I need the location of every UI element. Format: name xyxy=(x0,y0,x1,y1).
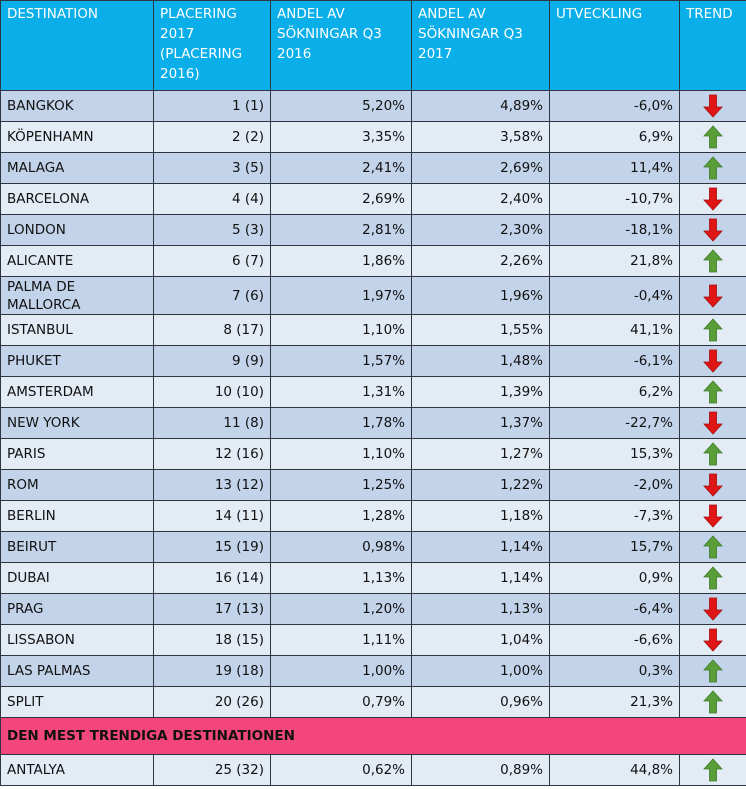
table-row xyxy=(1,246,746,277)
rank-cell: 25 (32) xyxy=(154,755,271,786)
change-cell: -6,4% xyxy=(550,594,680,625)
trend-cell xyxy=(680,656,746,687)
rank-cell: 17 (13) xyxy=(154,594,271,625)
trend-cell xyxy=(680,377,746,408)
rank-cell: 9 (9) xyxy=(154,346,271,377)
banner-row xyxy=(1,718,746,755)
share-2017-cell: 1,18% xyxy=(412,501,550,532)
change-cell: -2,0% xyxy=(550,470,680,501)
arrow-down-icon xyxy=(703,94,723,118)
share-2017-cell: 1,27% xyxy=(412,439,550,470)
rank-cell: 3 (5) xyxy=(154,153,271,184)
change-cell: -22,7% xyxy=(550,408,680,439)
share-2017-cell: 1,48% xyxy=(412,346,550,377)
share-2016-cell: 1,10% xyxy=(271,315,412,346)
destination-cell: ANTALYA xyxy=(1,755,154,786)
share-2017-cell: 3,58% xyxy=(412,122,550,153)
destination-cell: PHUKET xyxy=(1,346,154,377)
destination-cell: MALAGA xyxy=(1,153,154,184)
destination-cell: DUBAI xyxy=(1,563,154,594)
table-row xyxy=(1,215,746,246)
table-row xyxy=(1,594,746,625)
share-2016-cell: 1,78% xyxy=(271,408,412,439)
trend-cell xyxy=(680,755,746,786)
table-row xyxy=(1,277,746,315)
trend-cell xyxy=(680,563,746,594)
table-row xyxy=(1,501,746,532)
trend-cell xyxy=(680,122,746,153)
trend-cell xyxy=(680,246,746,277)
header-trend: TREND xyxy=(680,1,746,91)
table-row xyxy=(1,656,746,687)
destination-cell: ROM xyxy=(1,470,154,501)
arrow-up-icon xyxy=(703,758,723,782)
destination-cell: AMSTERDAM xyxy=(1,377,154,408)
change-cell: 15,3% xyxy=(550,439,680,470)
trend-cell xyxy=(680,625,746,656)
share-2016-cell: 1,25% xyxy=(271,470,412,501)
trend-cell xyxy=(680,277,746,315)
arrow-up-icon xyxy=(703,690,723,714)
share-2017-cell: 2,26% xyxy=(412,246,550,277)
header-share-2017: ANDEL AV SÖKNINGAR Q3 2017 xyxy=(412,1,550,91)
table-row xyxy=(1,346,746,377)
trend-cell xyxy=(680,346,746,377)
share-2017-cell: 0,96% xyxy=(412,687,550,718)
destination-cell: PALMA DE MALLORCA xyxy=(1,277,154,315)
arrow-down-icon xyxy=(703,504,723,528)
change-cell: 11,4% xyxy=(550,153,680,184)
rank-cell: 4 (4) xyxy=(154,184,271,215)
arrow-down-icon xyxy=(703,187,723,211)
change-cell: -6,6% xyxy=(550,625,680,656)
table-row xyxy=(1,470,746,501)
share-2016-cell: 0,62% xyxy=(271,755,412,786)
trend-cell xyxy=(680,91,746,122)
arrow-up-icon xyxy=(703,249,723,273)
change-cell: 6,9% xyxy=(550,122,680,153)
destination-cell: ISTANBUL xyxy=(1,315,154,346)
change-cell: 0,3% xyxy=(550,656,680,687)
share-2016-cell: 1,11% xyxy=(271,625,412,656)
share-2017-cell: 0,89% xyxy=(412,755,550,786)
trend-cell xyxy=(680,153,746,184)
header-rank: PLACERING 2017 (PLACERING 2016) xyxy=(154,1,271,91)
arrow-down-icon xyxy=(703,411,723,435)
destination-cell: NEW YORK xyxy=(1,408,154,439)
arrow-up-icon xyxy=(703,535,723,559)
share-2017-cell: 1,96% xyxy=(412,277,550,315)
change-cell: 41,1% xyxy=(550,315,680,346)
table-row xyxy=(1,122,746,153)
share-2016-cell: 2,41% xyxy=(271,153,412,184)
header-destination: DESTINATION xyxy=(1,1,154,91)
header-change: UTVECKLING xyxy=(550,1,680,91)
share-2016-cell: 1,10% xyxy=(271,439,412,470)
trend-cell xyxy=(680,215,746,246)
destination-cell: LAS PALMAS xyxy=(1,656,154,687)
share-2016-cell: 1,86% xyxy=(271,246,412,277)
arrow-down-icon xyxy=(703,284,723,308)
rank-cell: 12 (16) xyxy=(154,439,271,470)
share-2016-cell: 5,20% xyxy=(271,91,412,122)
share-2017-cell: 2,69% xyxy=(412,153,550,184)
arrow-down-icon xyxy=(703,597,723,621)
table-row xyxy=(1,377,746,408)
banner-label: DEN MEST TRENDIGA DESTINATIONEN xyxy=(1,718,746,755)
share-2016-cell: 1,57% xyxy=(271,346,412,377)
destination-cell: BERLIN xyxy=(1,501,154,532)
table-row xyxy=(1,439,746,470)
rank-cell: 7 (6) xyxy=(154,277,271,315)
share-2016-cell: 0,79% xyxy=(271,687,412,718)
arrow-up-icon xyxy=(703,659,723,683)
share-2016-cell: 2,81% xyxy=(271,215,412,246)
change-cell: 44,8% xyxy=(550,755,680,786)
arrow-up-icon xyxy=(703,318,723,342)
table-body xyxy=(1,91,746,718)
rank-cell: 1 (1) xyxy=(154,91,271,122)
rank-cell: 19 (18) xyxy=(154,656,271,687)
arrow-down-icon xyxy=(703,628,723,652)
rank-cell: 2 (2) xyxy=(154,122,271,153)
header-share-2016: ANDEL AV SÖKNINGAR Q3 2016 xyxy=(271,1,412,91)
arrow-up-icon xyxy=(703,125,723,149)
table-row xyxy=(1,153,746,184)
share-2017-cell: 1,22% xyxy=(412,470,550,501)
change-cell: -6,0% xyxy=(550,91,680,122)
share-2016-cell: 3,35% xyxy=(271,122,412,153)
share-2017-cell: 1,00% xyxy=(412,656,550,687)
trend-cell xyxy=(680,184,746,215)
share-2017-cell: 1,04% xyxy=(412,625,550,656)
rank-cell: 20 (26) xyxy=(154,687,271,718)
change-cell: 0,9% xyxy=(550,563,680,594)
arrow-down-icon xyxy=(703,349,723,373)
rank-cell: 5 (3) xyxy=(154,215,271,246)
change-cell: 21,8% xyxy=(550,246,680,277)
change-cell: -10,7% xyxy=(550,184,680,215)
share-2017-cell: 1,13% xyxy=(412,594,550,625)
trend-cell xyxy=(680,315,746,346)
destination-cell: SPLIT xyxy=(1,687,154,718)
share-2017-cell: 2,30% xyxy=(412,215,550,246)
trend-cell xyxy=(680,532,746,563)
rank-cell: 16 (14) xyxy=(154,563,271,594)
destination-cell: BEIRUT xyxy=(1,532,154,563)
share-2016-cell: 1,31% xyxy=(271,377,412,408)
arrow-up-icon xyxy=(703,156,723,180)
change-cell: -6,1% xyxy=(550,346,680,377)
table-row xyxy=(1,755,746,786)
share-2017-cell: 4,89% xyxy=(412,91,550,122)
change-cell: -18,1% xyxy=(550,215,680,246)
rank-cell: 6 (7) xyxy=(154,246,271,277)
table-row xyxy=(1,563,746,594)
trend-cell xyxy=(680,439,746,470)
share-2016-cell: 0,98% xyxy=(271,532,412,563)
destination-cell: PARIS xyxy=(1,439,154,470)
trend-cell xyxy=(680,687,746,718)
rank-cell: 13 (12) xyxy=(154,470,271,501)
change-cell: -7,3% xyxy=(550,501,680,532)
trend-cell xyxy=(680,408,746,439)
share-2016-cell: 1,00% xyxy=(271,656,412,687)
table-row xyxy=(1,532,746,563)
share-2017-cell: 1,37% xyxy=(412,408,550,439)
share-2017-cell: 2,40% xyxy=(412,184,550,215)
destination-cell: LISSABON xyxy=(1,625,154,656)
change-cell: -0,4% xyxy=(550,277,680,315)
trend-cell xyxy=(680,501,746,532)
share-2016-cell: 2,69% xyxy=(271,184,412,215)
arrow-up-icon xyxy=(703,380,723,404)
rank-cell: 18 (15) xyxy=(154,625,271,656)
destination-cell: BANGKOK xyxy=(1,91,154,122)
rank-cell: 8 (17) xyxy=(154,315,271,346)
share-2017-cell: 1,39% xyxy=(412,377,550,408)
table-row xyxy=(1,625,746,656)
arrow-up-icon xyxy=(703,442,723,466)
table-row xyxy=(1,315,746,346)
share-2016-cell: 1,28% xyxy=(271,501,412,532)
share-2017-cell: 1,14% xyxy=(412,532,550,563)
rank-cell: 15 (19) xyxy=(154,532,271,563)
trend-cell xyxy=(680,594,746,625)
destination-cell: KÖPENHAMN xyxy=(1,122,154,153)
trend-cell xyxy=(680,470,746,501)
rank-cell: 14 (11) xyxy=(154,501,271,532)
change-cell: 21,3% xyxy=(550,687,680,718)
share-2016-cell: 1,13% xyxy=(271,563,412,594)
table-row xyxy=(1,408,746,439)
share-2016-cell: 1,20% xyxy=(271,594,412,625)
table-row xyxy=(1,687,746,718)
arrow-up-icon xyxy=(703,566,723,590)
arrow-down-icon xyxy=(703,473,723,497)
arrow-down-icon xyxy=(703,218,723,242)
change-cell: 6,2% xyxy=(550,377,680,408)
table-row xyxy=(1,91,746,122)
destination-cell: ALICANTE xyxy=(1,246,154,277)
destination-cell: PRAG xyxy=(1,594,154,625)
share-2017-cell: 1,14% xyxy=(412,563,550,594)
destination-cell: LONDON xyxy=(1,215,154,246)
share-2016-cell: 1,97% xyxy=(271,277,412,315)
share-2017-cell: 1,55% xyxy=(412,315,550,346)
featured-body xyxy=(1,755,746,786)
rank-cell: 10 (10) xyxy=(154,377,271,408)
destination-cell: BARCELONA xyxy=(1,184,154,215)
rank-cell: 11 (8) xyxy=(154,408,271,439)
change-cell: 15,7% xyxy=(550,532,680,563)
header-row xyxy=(1,1,746,91)
table-row xyxy=(1,184,746,215)
